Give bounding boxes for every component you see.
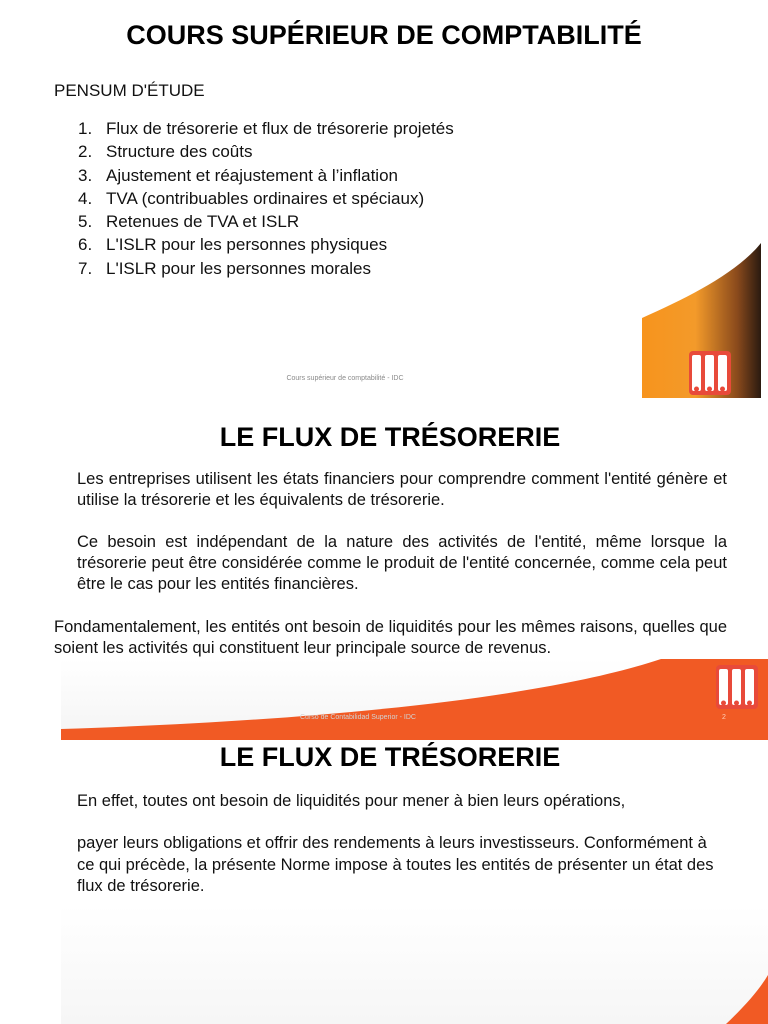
slide2-bottom-banner [61,659,768,740]
slide2-footer: Curso de Contabilidad Superior - IDC [300,714,416,721]
list-item [78,210,454,233]
slide2-paragraph: Les entreprises utilisent les états financiers pour comprendre comment l'entité génère et utilise la trésorerie et les équivalents de trésorerie. [77,470,727,509]
list-item-number: 1. [78,119,93,138]
slide1-corner-decoration [642,243,761,398]
slide2-paragraph: Fondamentalement, les entités ont besoin de liquidités pour les mêmes raisons, quelles que soient les activités qui constituent leur principale source de revenus. [54,618,727,657]
books-logo-icon [716,665,758,709]
list-item [78,233,454,256]
list-item-text: Structure des coûts [106,142,253,162]
list-item [78,257,454,280]
slide3-paragraph: En effet, toutes ont besoin de liquidités pour mener à bien leurs opérations, [77,792,626,810]
list-item-number: 2. [78,142,93,162]
slide3-paragraph: payer leurs obligations et offrir des rendements à leurs investisseurs. Conformément à ce qui précède, la présente Norme impose à toutes les entités de présenter un état des flux de trésorerie. [77,834,714,895]
list-item [78,187,454,210]
syllabus-list [78,117,454,280]
slide1-subtitle: PENSUM D'ÉTUDE [54,81,205,100]
list-item-number: 5. [78,212,93,232]
list-item [78,117,454,140]
slide2-paragraph: Ce besoin est indépendant de la nature des activités de l'entité, même lorsque la trésorerie peut être considérée comme le produit de l'entité concernée, comme cela peut être le cas pour les entités financières. [77,533,727,593]
slide2-title: LE FLUX DE TRÉSORERIE [219,422,561,452]
list-item-number: 7. [78,258,93,278]
list-item [78,164,454,187]
list-item-text: L'ISLR pour les personnes morales [106,258,371,278]
slide1-footer: Cours supérieur de comptabilité - IDC [286,375,404,382]
slide1-title: COURS SUPÉRIEUR DE COMPTABILITÉ [126,20,642,50]
list-item-number: 3. [78,165,93,185]
list-item-text: TVA (contribuables ordinaires et spéciaux) [106,188,425,208]
list-item-text: Flux de trésorerie et flux de trésorerie projetés [106,119,454,138]
list-item-number: 6. [78,235,93,255]
books-logo-icon [689,351,731,395]
slide2-page-number: 2 [722,714,726,721]
list-item-text: Ajustement et réajustement à l’inflation [106,165,398,185]
slide3-title: LE FLUX DE TRÉSORERIE [219,742,561,772]
slide3-bottom-decoration [61,905,768,1024]
list-item [78,140,454,163]
list-item-number: 4. [78,188,93,208]
list-item-text: Retenues de TVA et ISLR [106,212,300,232]
list-item-text: L'ISLR pour les personnes physiques [106,235,388,255]
